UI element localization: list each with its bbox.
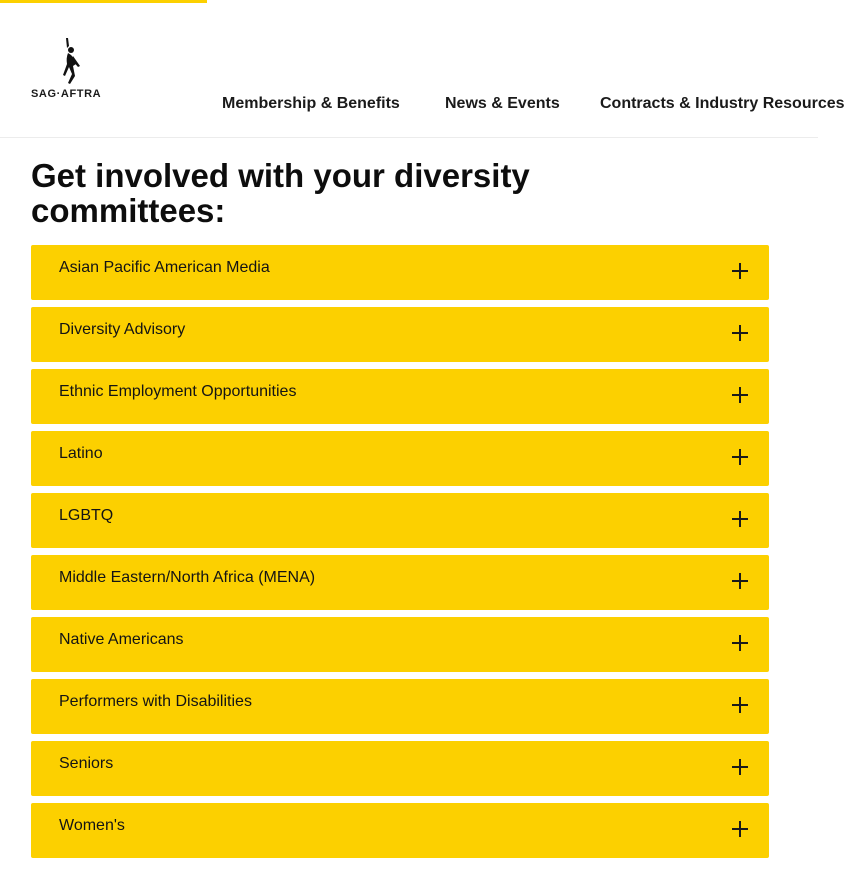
accordion-item-seniors[interactable]: [31, 741, 769, 796]
plus-icon[interactable]: [732, 263, 748, 279]
accordion-item-label: Middle Eastern/North Africa (MENA): [59, 569, 316, 586]
accordion-item-label: Diversity Advisory: [59, 321, 186, 338]
nav-item-contracts-industry-resources[interactable]: Contracts & Industry Resources: [600, 95, 845, 112]
nav-item-news-events[interactable]: News & Events: [445, 95, 560, 112]
accordion-item-label: Performers with Disabilities: [59, 693, 252, 710]
sag-aftra-logo[interactable]: [30, 36, 120, 102]
plus-icon[interactable]: [732, 387, 748, 403]
accordion-item-label: Latino: [59, 445, 103, 462]
committees-accordion: [31, 245, 769, 865]
plus-icon[interactable]: [732, 449, 748, 465]
plus-icon[interactable]: [732, 697, 748, 713]
site-header: [0, 0, 845, 138]
plus-icon[interactable]: [732, 821, 748, 837]
accordion-item-latino[interactable]: [31, 431, 769, 486]
accordion-item-native-americans[interactable]: [31, 617, 769, 672]
plus-icon[interactable]: [732, 573, 748, 589]
plus-icon[interactable]: [732, 325, 748, 341]
accordion-item-label: Seniors: [59, 755, 114, 772]
accordion-item-label: Native Americans: [59, 631, 184, 648]
accordion-item-mena[interactable]: [31, 555, 769, 610]
accordion-item-label: Ethnic Employment Opportunities: [59, 383, 297, 400]
plus-icon[interactable]: [732, 635, 748, 651]
accordion-item-lgbtq[interactable]: [31, 493, 769, 548]
accordion-item-ethnic-employment-opportunities[interactable]: [31, 369, 769, 424]
accordion-item-label: Women's: [59, 817, 125, 834]
accordion-item-asian-pacific-american-media[interactable]: [31, 245, 769, 300]
logo-text: SAG·AFTRA: [31, 88, 102, 100]
nav-item-membership-benefits[interactable]: Membership & Benefits: [222, 95, 400, 112]
performer-figure-icon: [56, 36, 86, 86]
plus-icon[interactable]: [732, 511, 748, 527]
plus-icon[interactable]: [732, 759, 748, 775]
accordion-item-womens[interactable]: [31, 803, 769, 858]
accordion-item-label: LGBTQ: [59, 507, 114, 524]
accordion-item-diversity-advisory[interactable]: [31, 307, 769, 362]
accordion-item-performers-with-disabilities[interactable]: [31, 679, 769, 734]
page-title: Get involved with your diversity committees:: [31, 157, 530, 229]
accordion-item-label: Asian Pacific American Media: [59, 259, 270, 276]
